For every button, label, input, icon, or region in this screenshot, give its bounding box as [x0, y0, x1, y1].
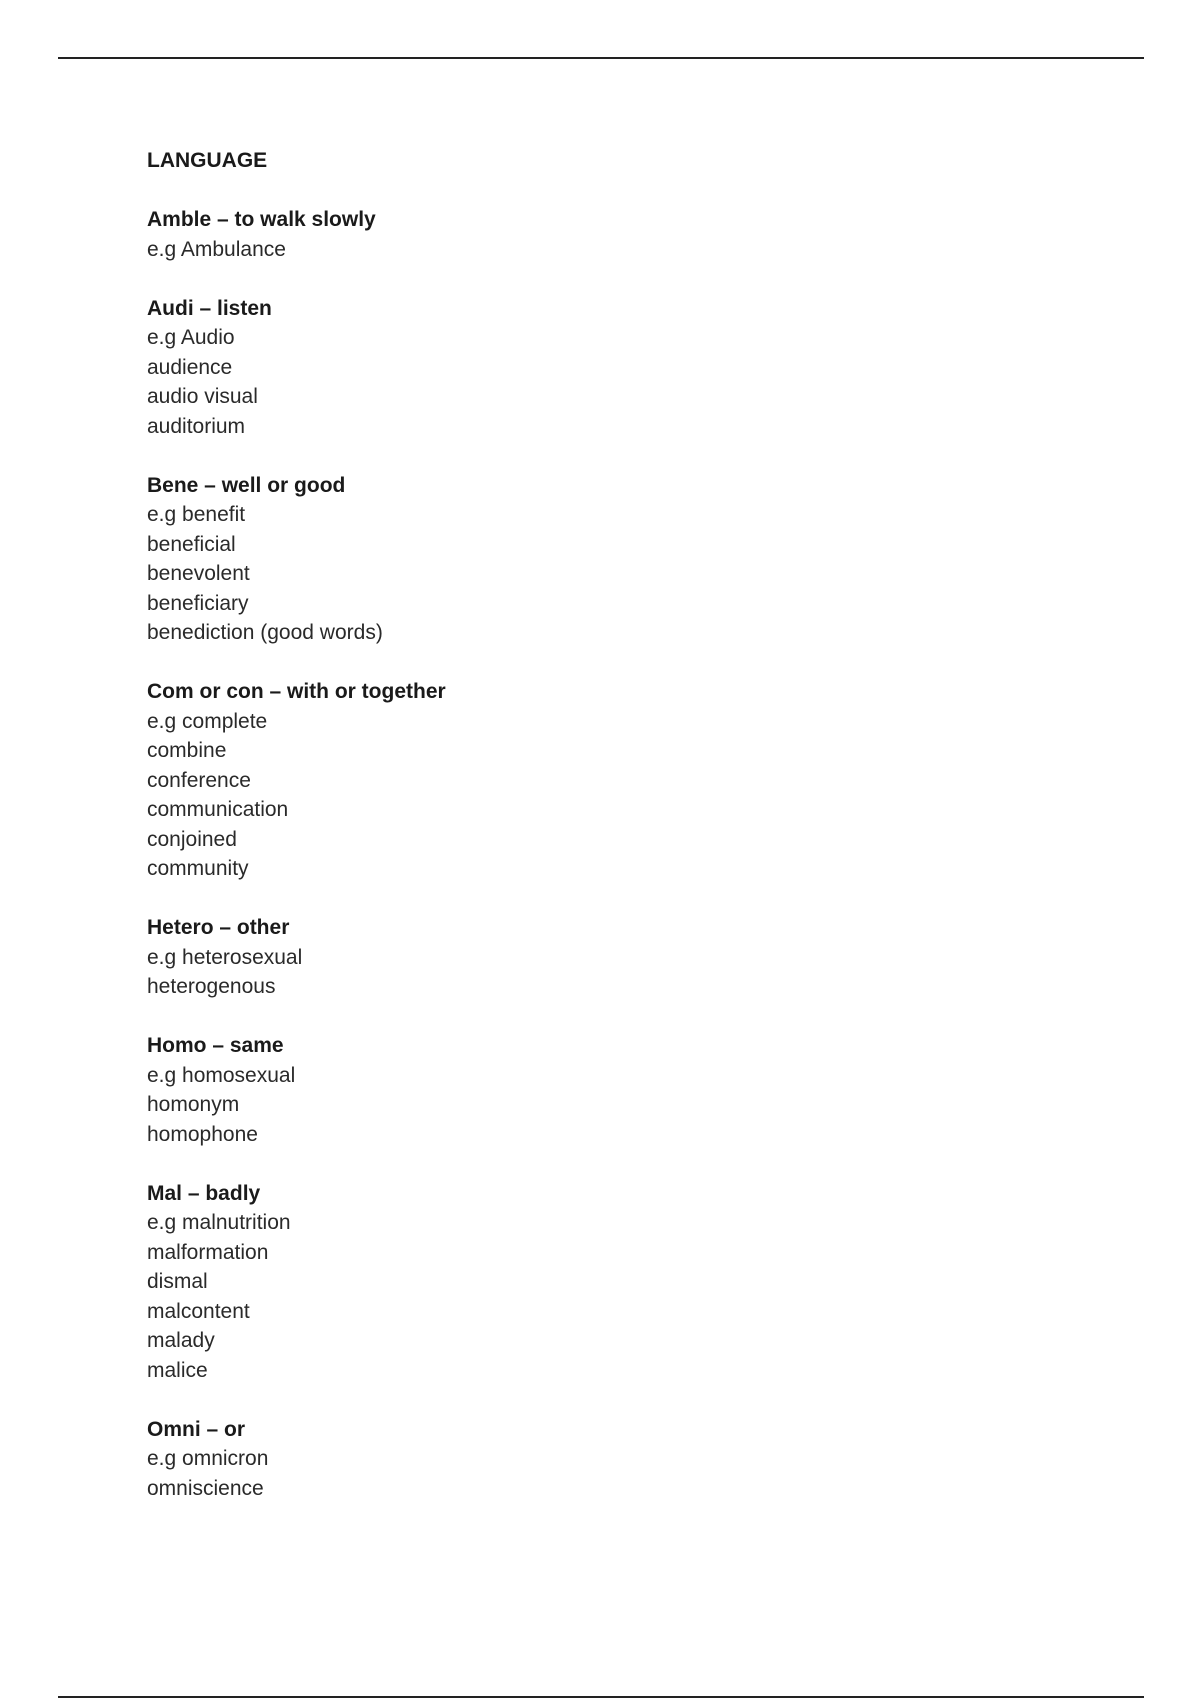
header-rule	[58, 57, 1144, 59]
example-item: combine	[147, 739, 227, 762]
section-amble	[147, 205, 1047, 264]
example-item: e.g benefit	[147, 503, 246, 526]
section-audi	[147, 294, 1047, 442]
example-item: audio visual	[147, 385, 258, 408]
example-item: e.g omnicron	[147, 1447, 269, 1470]
example-item: malady	[147, 1329, 215, 1352]
example-item: omniscience	[147, 1476, 264, 1500]
example-item: e.g complete	[147, 709, 268, 733]
section-term: Audi – listen	[147, 296, 272, 320]
example-item: beneficial	[147, 532, 236, 556]
section-term: Omni – or	[147, 1417, 246, 1441]
example-item: malformation	[147, 1240, 269, 1264]
example-item: e.g Audio	[147, 326, 235, 349]
page-title: LANGUAGE	[147, 149, 268, 172]
example-item: conference	[147, 768, 251, 792]
section-omni	[147, 1415, 1047, 1504]
section-term: Hetero – other	[147, 916, 290, 939]
section-hetero	[147, 913, 1047, 1002]
example-item: beneficiary	[147, 591, 249, 615]
section-mal	[147, 1179, 1047, 1386]
example-item: e.g homosexual	[147, 1063, 296, 1087]
example-item: e.g heterosexual	[147, 945, 303, 969]
section-com-con	[147, 677, 1047, 884]
example-item: benevolent	[147, 562, 250, 585]
document-body	[147, 146, 1047, 1533]
example-item: audience	[147, 355, 233, 379]
section-term: Com or con – with or together	[147, 680, 446, 703]
example-item: malcontent	[147, 1299, 250, 1323]
example-item: e.g Ambulance	[147, 237, 286, 261]
footer-rule	[58, 1696, 1144, 1698]
example-item: heterogenous	[147, 975, 276, 998]
example-item: auditorium	[147, 414, 246, 438]
section-term: Homo – same	[147, 1034, 284, 1057]
example-item: communication	[147, 798, 289, 821]
example-item: dismal	[147, 1270, 208, 1293]
example-item: e.g malnutrition	[147, 1211, 291, 1234]
example-item: conjoined	[147, 827, 237, 851]
example-item: homonym	[147, 1093, 240, 1116]
example-item: homophone	[147, 1122, 258, 1146]
section-term: Mal – badly	[147, 1181, 261, 1205]
example-item: community	[147, 857, 249, 880]
section-bene	[147, 471, 1047, 648]
example-item: benediction (good words)	[147, 621, 383, 644]
section-homo	[147, 1031, 1047, 1149]
example-item: malice	[147, 1358, 208, 1382]
section-term: Bene – well or good	[147, 473, 346, 497]
section-term: Amble – to walk slowly	[147, 208, 376, 231]
